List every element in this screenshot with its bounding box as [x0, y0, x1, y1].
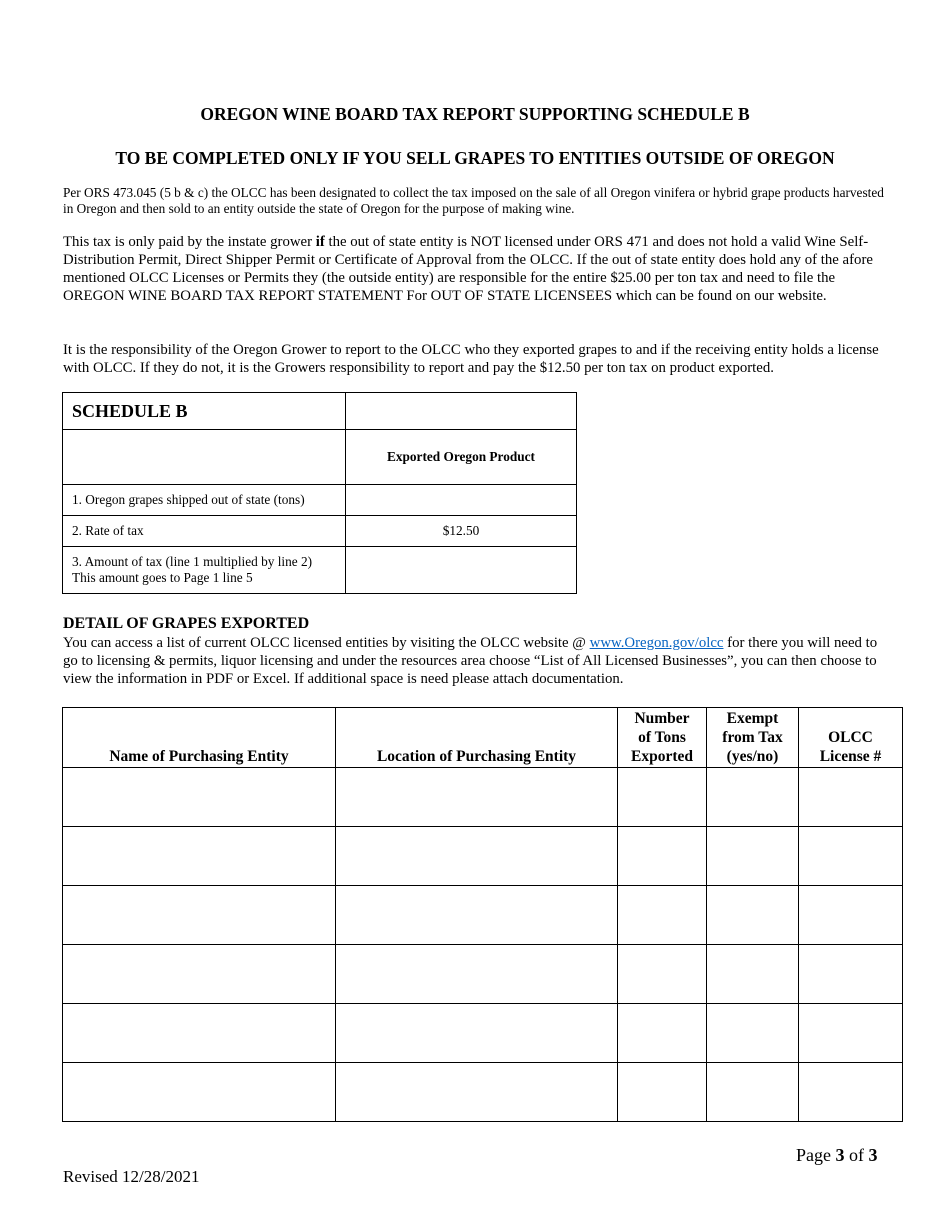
entity-name-field[interactable] — [63, 827, 336, 886]
col-name-header: Name of Purchasing Entity — [63, 708, 336, 768]
line1-tons-field[interactable] — [346, 485, 577, 516]
entity-name-field[interactable] — [63, 945, 336, 1004]
exported-product-header: Exported Oregon Product — [346, 430, 577, 485]
tons-field[interactable] — [618, 1004, 707, 1063]
olcc-website-link[interactable]: www.Oregon.gov/olcc — [589, 635, 724, 651]
exempt-field[interactable] — [707, 945, 799, 1004]
entity-name-field[interactable] — [63, 768, 336, 827]
entity-location-field[interactable] — [336, 768, 618, 827]
license-field[interactable] — [799, 1063, 903, 1122]
page-of: of — [844, 1145, 869, 1165]
entity-location-field[interactable] — [336, 886, 618, 945]
line1-label: 1. Oregon grapes shipped out of state (tons) — [63, 485, 346, 516]
col-tons-line3: Exported — [631, 748, 693, 765]
detail-heading: DETAIL OF GRAPES EXPORTED — [63, 615, 310, 632]
page-number — [796, 1145, 878, 1166]
text-run: This tax is only paid by the instate grower — [63, 234, 316, 250]
tons-field[interactable] — [618, 827, 707, 886]
tons-field[interactable] — [618, 945, 707, 1004]
license-field[interactable] — [799, 768, 903, 827]
entity-location-field[interactable] — [336, 1063, 618, 1122]
license-field[interactable] — [799, 945, 903, 1004]
col-tons-line1: Number — [634, 710, 690, 727]
license-field[interactable] — [799, 827, 903, 886]
col-tons-header — [618, 708, 707, 768]
line3-amount-field[interactable] — [346, 547, 577, 594]
schedule-b-heading — [63, 393, 346, 430]
schedule-b-blank-cell — [63, 430, 346, 485]
table-row — [63, 827, 903, 886]
table-row — [63, 945, 903, 1004]
emphasis-if: if — [315, 234, 325, 250]
col-location-header: Location of Purchasing Entity — [336, 708, 618, 768]
revised-date: Revised 12/28/2021 — [63, 1167, 200, 1186]
entity-name-field[interactable] — [63, 1004, 336, 1063]
detail-instructions — [63, 634, 893, 688]
schedule-b-heading-text: SCHEDULE B — [72, 400, 188, 421]
entity-name-field[interactable] — [63, 886, 336, 945]
col-license-line2: License # — [819, 748, 882, 765]
exported-grapes-table — [62, 707, 903, 1122]
page-current: 3 — [835, 1145, 845, 1165]
exempt-field[interactable] — [707, 768, 799, 827]
form-subtitle: TO BE COMPLETED ONLY IF YOU SELL GRAPES TO ENTITIES OUTSIDE OF OREGON — [115, 148, 835, 168]
exempt-field[interactable] — [707, 1063, 799, 1122]
table-row — [63, 768, 903, 827]
entity-name-field[interactable] — [63, 1063, 336, 1122]
line3-label-text: 3. Amount of tax (line 1 multiplied by line 2) — [72, 554, 313, 569]
col-exempt-header — [707, 708, 799, 768]
exempt-field[interactable] — [707, 1004, 799, 1063]
intro-paragraph-tax-rule — [63, 233, 893, 305]
intro-paragraph-responsibility: It is the responsibility of the Oregon Grower to report to the OLCC who they exported grapes to and if the receiving entity holds a license with OLCC. If they do not, it is the Growers responsibility to report and pay the $12.50 per ton tax on product exported. — [63, 342, 879, 376]
text-run: You can access a list of current OLCC licensed entities by visiting the OLCC website @ — [63, 635, 590, 651]
page-total: 3 — [868, 1145, 878, 1165]
col-exempt-line3: (yes/no) — [726, 748, 779, 765]
intro-paragraph-statute: Per ORS 473.045 (5 b & c) the OLCC has been designated to collect the tax imposed on the sale of all Oregon vinifera or hybrid grape products harvested in Oregon and then sold to an entity outside the state of Oregon for the purpose of making wine. — [63, 185, 884, 216]
tons-field[interactable] — [618, 886, 707, 945]
line2-rate-value: $12.50 — [346, 516, 577, 547]
license-field[interactable] — [799, 886, 903, 945]
text-run: the out of state entity is NOT licensed under ORS 471 and does not hold a valid Wine Self-Distribution Permit, Direct Shipper Permit or Certificate of Approval from the OLCC. If the out of state entity does hold any of the afore mentioned OLCC Licenses or Permits they (the outside entity) are responsible for the entire $25.00 per ton tax and need to file the OREGON WINE BOARD TAX REPORT STATEMENT For OUT OF STATE LICENSEES which can be found on our website. — [63, 234, 873, 304]
tons-field[interactable] — [618, 768, 707, 827]
line3-label — [63, 547, 346, 594]
license-field[interactable] — [799, 1004, 903, 1063]
line3-note: This amount goes to Page 1 line 5 — [72, 570, 253, 585]
col-license-header — [799, 708, 903, 768]
table-row — [63, 1063, 903, 1122]
text-run: for there you will need to go to licensing & permits, liquor licensing and under the resources area choose “List of All Licensed Businesses”, you can then choose to view the information in PDF or Excel. If additional space is need please attach documentation. — [63, 635, 878, 687]
col-tons-line2: of Tons — [638, 729, 686, 746]
exempt-field[interactable] — [707, 886, 799, 945]
schedule-b-heading-blank — [346, 393, 577, 430]
line2-label: 2. Rate of tax — [63, 516, 346, 547]
table-row — [63, 886, 903, 945]
exempt-field[interactable] — [707, 827, 799, 886]
col-exempt-line1: Exempt — [726, 710, 779, 727]
tons-field[interactable] — [618, 1063, 707, 1122]
col-license-line1: OLCC — [828, 729, 873, 746]
form-title: OREGON WINE BOARD TAX REPORT SUPPORTING SCHEDULE B — [200, 104, 750, 124]
entity-location-field[interactable] — [336, 827, 618, 886]
page-prefix: Page — [796, 1145, 836, 1165]
table-row — [63, 1004, 903, 1063]
entity-location-field[interactable] — [336, 1004, 618, 1063]
entity-location-field[interactable] — [336, 945, 618, 1004]
schedule-b-table — [62, 392, 577, 594]
col-exempt-line2: from Tax — [722, 729, 783, 746]
